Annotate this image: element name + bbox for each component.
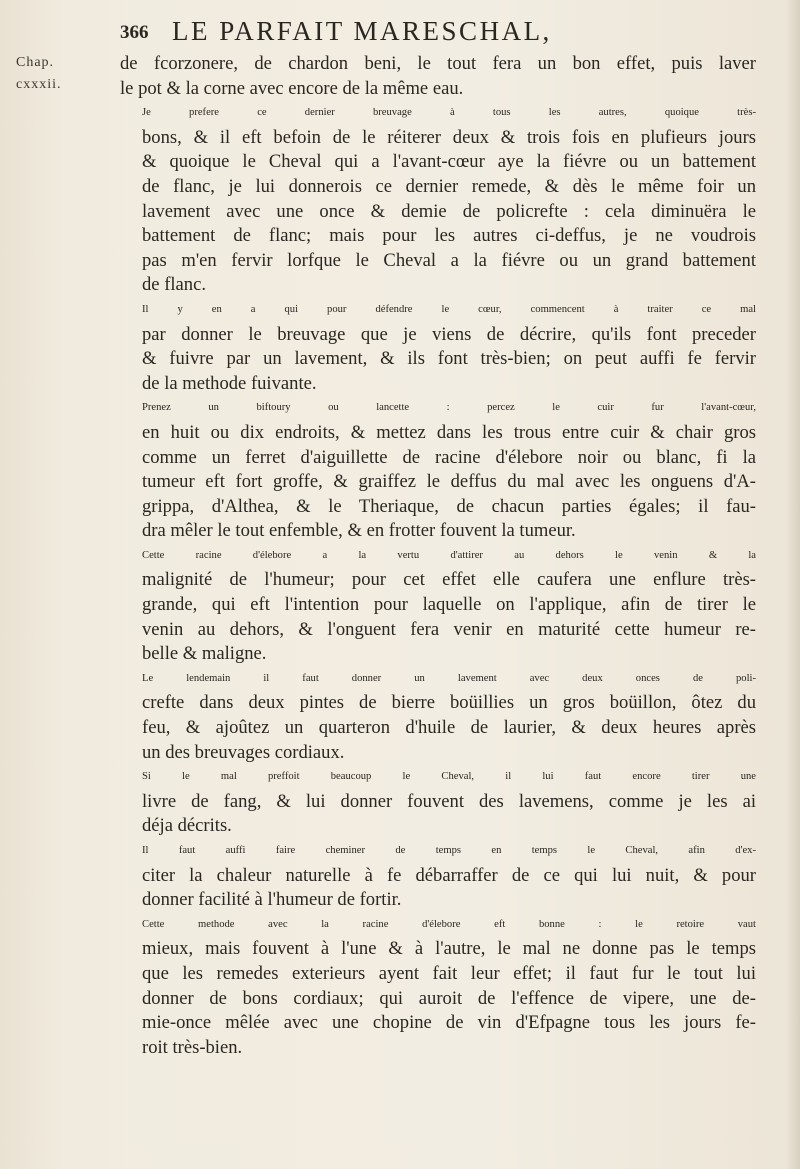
text-line: que les remedes exterieurs ayent fait leur effet; il faut fur le tout lui [142, 962, 756, 984]
text-line: feu, & ajoûtez un quarteron d'huile de laurier, & deux heures après [142, 717, 756, 739]
paragraph [120, 544, 756, 667]
text-line: & quoique le Cheval qui a l'avant-cœur aye la fiévre ou un battement [142, 151, 756, 173]
text-line: tumeur eft fort groffe, & graiffez le deffus du mal avec les onguens d'A- [142, 471, 756, 493]
text-line: battement de flanc; mais pour les autres ci-deffus, je ne voudrois [142, 225, 756, 247]
text-line: de fcorzonere, de chardon beni, le tout fera un bon effet, puis laver [120, 53, 756, 74]
paragraph [120, 298, 756, 396]
text-line: crefte dans deux pintes de bierre boüillies un gros boüillon, ôtez du [142, 692, 756, 714]
text-line: donner de bons cordiaux; qui auroit de l'effence de vipere, une de- [142, 987, 756, 1009]
text-line: donner facilité à l'humeur de fortir. [142, 889, 402, 911]
paragraph [120, 52, 756, 101]
text-line: Il y en a qui pour défendre le cœur, commencent à traiter ce mal [142, 303, 756, 315]
page-header [120, 16, 760, 50]
chapter-number: cxxxii. [16, 77, 62, 92]
text-line: livre de fang, & lui donner fouvent des lavemens, comme je les ai [142, 790, 756, 812]
text-line: de flanc, je lui donnerois ce dernier remede, & dès le même foir un [142, 175, 756, 197]
text-line: citer la chaleur naturelle à fe débarraffer de ce qui lui nuit, & pour [142, 864, 756, 886]
text-line: pas m'en fervir lorfque le Cheval a la fiévre ou un grand battement [142, 249, 756, 271]
chapter-label: Chap. [16, 55, 55, 70]
text-line: belle & maligne. [142, 643, 267, 665]
text-line: grande, qui eft l'intention pour laquelle on l'applique, afin de tirer le [142, 594, 756, 616]
paragraph [120, 101, 756, 298]
text-line: bons, & il eft befoin de le réiterer deux & trois fois en plufieurs jours [142, 126, 756, 148]
text-line: Si le mal preffoit beaucoup le Cheval, il lui faut encore tirer une [142, 771, 756, 783]
running-title: LE PARFAIT MARESCHAL, [172, 16, 552, 46]
text-line: Le lendemain il faut donner un lavement avec deux onces de poli- [142, 672, 756, 684]
text-line: dra mêler le tout enfemble, & en frotter fouvent la tumeur. [142, 520, 576, 542]
text-line: de flanc. [142, 274, 207, 296]
text-line: & fuivre par un lavement, & ils font très-bien; on peut auffi fe fervir [142, 348, 756, 370]
text-line: venin au dehors, & l'onguent fera venir en maturité cette humeur re- [142, 618, 756, 640]
text-line: un des breuvages cordiaux. [142, 741, 345, 763]
text-line: Cette racine d'élebore a la vertu d'attirer au dehors le venin & la [142, 549, 756, 561]
page-edge-shadow [786, 0, 800, 1169]
paragraph [120, 913, 756, 1061]
text-line: de la methode fuivante. [142, 372, 317, 394]
text-line: roit très-bien. [142, 1036, 243, 1058]
text-line: déja décrits. [142, 815, 232, 837]
text-line: le pot & la corne avec encore de la même eau. [120, 77, 464, 99]
text-line: Il faut auffi faire cheminer de temps en temps le Cheval, afin d'ex- [142, 845, 756, 856]
paragraph [120, 667, 756, 765]
text-line: Cette methode avec la racine d'élebore eft bonne : le retoire vaut [142, 918, 756, 930]
text-line: comme un ferret d'aiguillette de racine d'élebore noir ou blanc, fi la [142, 446, 756, 468]
body-text [120, 52, 756, 1060]
text-line: en huit ou dix endroits, & mettez dans les trous entre cuir & chair gros [142, 421, 756, 443]
paragraph [120, 396, 756, 544]
paragraph [120, 765, 756, 839]
text-line: lavement avec une once & demie de policrefte : cela diminuëra le [142, 200, 756, 222]
text-line: par donner le breuvage que je viens de décrire, qu'ils font preceder [142, 323, 756, 345]
page-number: 366 [120, 22, 149, 43]
text-line: Je prefere ce dernier breuvage à tous les autres, quoique très- [142, 107, 756, 119]
text-line: malignité de l'humeur; pour cet effet elle caufera une enflure très- [142, 569, 756, 591]
margin-note [16, 52, 96, 96]
text-line: grippa, d'Althea, & le Theriaque, de chacun parties égales; il fau- [142, 495, 756, 517]
text-line: mie-once mêlée avec une chopine de vin d'Efpagne tous les jours fe- [142, 1012, 756, 1034]
text-line: Prenez un biftoury ou lancette : percez le cuir fur l'avant-cœur, [142, 402, 756, 414]
paragraph [120, 839, 756, 913]
text-line: mieux, mais fouvent à l'une & à l'autre, le mal ne donne pas le temps [142, 938, 756, 960]
